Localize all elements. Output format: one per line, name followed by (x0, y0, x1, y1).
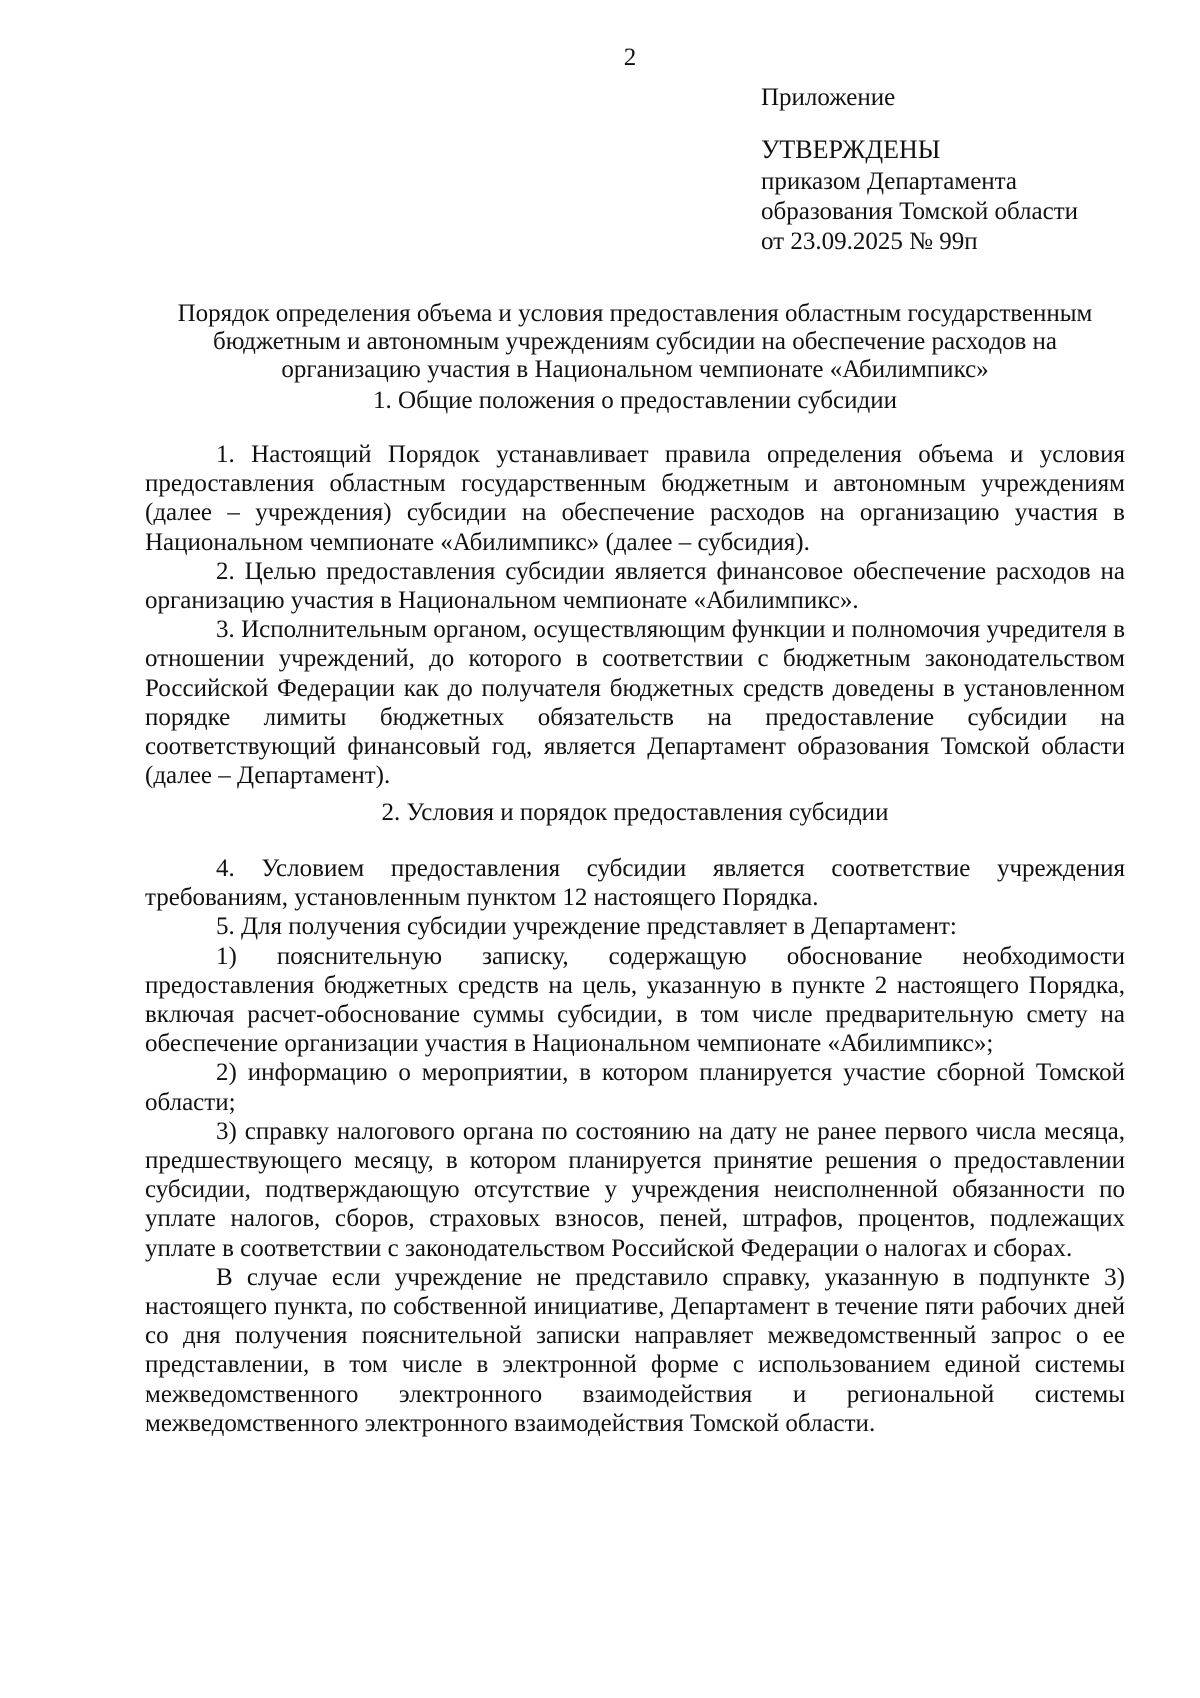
document-title: Порядок определения объема и условия предоставления областным государственным бюджетным и автономным учреждениям субсидии на обеспечение расходов на организацию участия в Национальном чемпионате «Абилимпикс» (177, 300, 1093, 383)
paragraph-3: 3. Исполнительным органом, осуществляющим функции и полномочия учредителя в отношении учреждений, до которого в соответствии с бюджетным законодательством Российской Федерации как до получателя бюджетных средств доведены в установленном порядке лимиты бюджетных обязательств на предоставление субсидии на соответствующий финансовый год, является Департамент образования Томской области (далее – Департамент). (145, 616, 1125, 790)
page-number: 2 (623, 44, 637, 71)
order-line-3: от 23.09.2025 № 99п (761, 228, 978, 255)
paragraph-2: 2. Целью предоставления субсидии является финансовое обеспечение расходов на организацию участия в Национальном чемпионате «Абилимпикс». (145, 557, 1125, 615)
approved-label: УТВЕРЖДЕНЫ (761, 135, 941, 164)
section-2-heading: 2. Условия и порядок предоставления субсидии (381, 799, 889, 826)
subitem-2: 2) информацию о мероприятии, в котором планируется участие сборной Томской области; (145, 1059, 1125, 1116)
subitem-3: 3) справку налогового органа по состоянию на дату не ранее первого числа месяца, предшествующего месяцу, в котором планируется принятие решения о предоставлении субсидии, подтверждающую отсутствие у учреждения неисполненной обязанности по уплате налогов, сборов, страховых взносов, пеней, штрафов, процентов, подлежащих уплате в соответствии с законодательством Российской Федерации о налогах и сборах. (145, 1117, 1125, 1262)
section-1-heading: 1. Общие положения о предоставлении субсидии (373, 387, 897, 414)
approval-block (761, 83, 1161, 257)
subitem-1: 1) пояснительную записку, содержащую обоснование необходимости предоставления бюджетных средств на цель, указанную в пункте 2 настоящего Порядка, включая расчет-обоснование суммы субсидии, в том числе предварительную смету на обеспечение организации участия в Национальном чемпионате «Абилимпикс»; (145, 942, 1125, 1058)
paragraph-5: 5. Для получения субсидии учреждение представляет в Департамент: (216, 913, 957, 941)
paragraph-interdepartmental-request: В случае если учреждение не представило справку, указанную в подпункте 3) настоящего пункта, по собственной инициативе, Департамент в течение пяти рабочих дней со дня получения пояснительной записки направляет межведомственный запрос о ее представлении, в том числе в электронной форме с использованием единой системы межведомственного электронного взаимодействия и региональной системы межведомственного электронного взаимодействия Томской области. (145, 1263, 1125, 1437)
order-line-2: образования Томской области (761, 198, 1079, 225)
appendix-label: Приложение (761, 84, 896, 111)
paragraph-1: 1. Настоящий Порядок устанавливает правила определения объема и условия предоставления областным государственным бюджетным и автономным учреждениям (далее – учреждения) субсидии на обеспечение расходов на организацию участия в Национальном чемпионате «Абилимпикс» (далее – субсидия). (145, 441, 1125, 556)
section-1-body (145, 440, 1125, 790)
section-2-body (145, 854, 1125, 1438)
order-line-1: приказом Департамента (761, 168, 1017, 195)
paragraph-4: 4. Условием предоставления субсидии является соответствие учреждения требованиям, установленным пунктом 12 настоящего Порядка. (145, 855, 1125, 912)
